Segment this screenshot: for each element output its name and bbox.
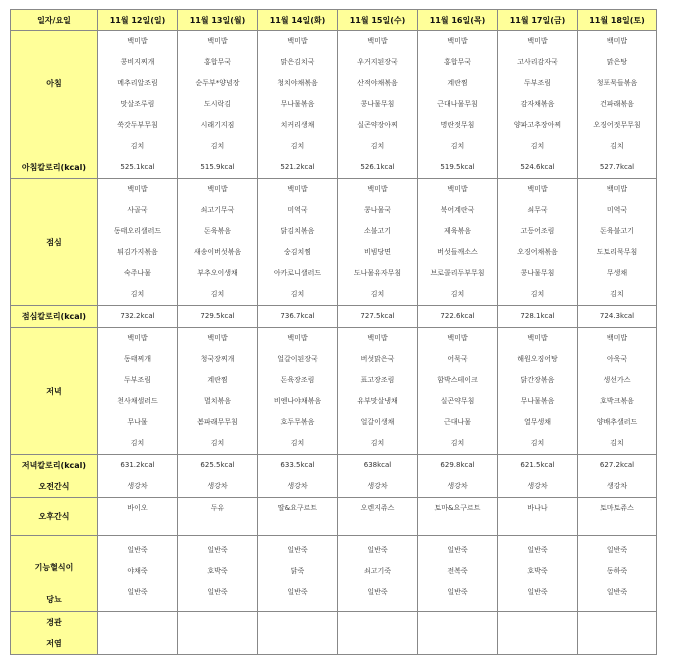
breakfast-calorie-value: 519.5kcal xyxy=(440,163,475,171)
menu-item: 돈육장조림 xyxy=(280,376,315,384)
menu-item: 오징어젓무무침 xyxy=(593,121,641,129)
menu-item: 도토리묵무침 xyxy=(596,248,638,256)
functional-diet-cell xyxy=(258,536,338,612)
tube-feeding-cell xyxy=(578,612,657,655)
menu-item: 치커리생채 xyxy=(280,121,315,129)
menu-item: 북어계란국 xyxy=(440,206,475,214)
menu-item: 콩비지찌개 xyxy=(120,58,155,66)
menu-item: 계란찜 xyxy=(447,79,468,87)
tube-feeding-row xyxy=(11,612,657,655)
afternoon-snack-cell: 딸&요구르트 xyxy=(258,498,338,536)
menu-item: 백미밥 xyxy=(367,334,388,342)
dinner-calorie-value: 627.2kcal xyxy=(599,461,635,469)
porridge-item: 일반죽 xyxy=(606,588,628,596)
breakfast-calorie-value: 524.6kcal xyxy=(520,163,555,171)
lunch-cell xyxy=(578,179,657,306)
porridge-item: 전복죽 xyxy=(447,567,468,575)
afternoon-snack-cell: 오렌지쥬스 xyxy=(338,498,418,536)
porridge-item: 일반죽 xyxy=(447,588,468,596)
afternoon-snack-cell: 바이오 xyxy=(98,498,178,536)
menu-item: 근대나물무침 xyxy=(437,100,478,108)
menu-item: 버섯들깨소스 xyxy=(437,248,478,256)
tube-feeding-cell xyxy=(498,612,578,655)
lunch-cell xyxy=(418,179,498,306)
lunch-calorie-label: 점심칼로리(kcal) xyxy=(11,306,98,328)
day-header: 11월 15일(수) xyxy=(338,10,418,31)
menu-item: 멸치볶음 xyxy=(203,397,232,405)
menu-item: 백미밥 xyxy=(207,185,228,193)
menu-item: 비빔당면 xyxy=(363,248,392,256)
dinner-calorie-snack-cell xyxy=(258,455,338,498)
menu-item: 우거지된장국 xyxy=(357,58,398,66)
breakfast-calorie-value: 526.1kcal xyxy=(360,163,395,171)
dinner-calorie-morning-snack-label-cell xyxy=(11,455,98,498)
afternoon-snack-row xyxy=(11,498,657,536)
menu-item: 아카로니샐러드 xyxy=(273,269,322,277)
dinner-calorie-snack-cell xyxy=(338,455,418,498)
lunch-calorie-cell: 724.3kcal xyxy=(578,306,657,328)
menu-item: 백미밥 xyxy=(447,37,468,45)
lunch-calorie-cell: 727.5kcal xyxy=(338,306,418,328)
menu-item: 백미밥 xyxy=(287,334,308,342)
menu-item: 백미밥 xyxy=(606,185,628,193)
menu-item: 김치 xyxy=(450,290,465,298)
menu-item: 아욱국 xyxy=(606,355,628,363)
morning-snack-value: 생강차 xyxy=(367,482,388,490)
menu-item: 고사리감자국 xyxy=(517,58,558,66)
breakfast-calorie-value: 521.2kcal xyxy=(280,163,315,171)
menu-item: 김치 xyxy=(450,142,465,150)
menu-item: 두부조림 xyxy=(123,376,152,384)
menu-item: 김치 xyxy=(370,290,385,298)
menu-item: 김치 xyxy=(530,290,545,298)
porridge-item: 일반죽 xyxy=(367,588,388,596)
menu-item: 숙주나물 xyxy=(123,269,152,277)
breakfast-cell xyxy=(98,31,178,179)
morning-snack-value: 생강차 xyxy=(287,482,308,490)
menu-item: 도시락김 xyxy=(203,100,232,108)
menu-item: 메추리알조림 xyxy=(117,79,158,87)
menu-item: 김치 xyxy=(130,439,145,447)
menu-item: 미역국 xyxy=(287,206,308,214)
afternoon-snack-cell: 두유 xyxy=(178,498,258,536)
porridge-item: 일반죽 xyxy=(447,546,468,554)
menu-item: 백미밥 xyxy=(207,37,228,45)
functional-diet-cell xyxy=(178,536,258,612)
menu-item: 백미밥 xyxy=(447,334,468,342)
menu-item: 김치 xyxy=(130,142,145,150)
menu-item: 감자채볶음 xyxy=(520,100,555,108)
menu-item: 시래기지짐 xyxy=(200,121,235,129)
menu-item: 김치 xyxy=(210,439,225,447)
day-header: 11월 18일(토) xyxy=(578,10,657,31)
menu-item: 김치 xyxy=(530,142,545,150)
menu-item: 해원오징어탕 xyxy=(517,355,558,363)
menu-item: 청치야채볶음 xyxy=(277,79,318,87)
tube-feeding-cell xyxy=(98,612,178,655)
functional-diet-cell xyxy=(338,536,418,612)
dinner-calorie-snack-cell xyxy=(98,455,178,498)
menu-item: 생선가스 xyxy=(603,376,631,384)
menu-item: 백미밥 xyxy=(447,185,468,193)
menu-item: 닭김치볶음 xyxy=(280,227,315,235)
porridge-item: 동하죽 xyxy=(606,567,628,575)
lunch-calorie-row xyxy=(11,306,657,328)
menu-item: 맑은탕 xyxy=(606,58,628,66)
menu-item: 백미밥 xyxy=(287,185,308,193)
dinner-calorie-snack-cell xyxy=(178,455,258,498)
dinner-cell xyxy=(338,328,418,455)
dinner-cell xyxy=(418,328,498,455)
menu-item: 실곤약장아찌 xyxy=(357,121,398,129)
functional-diet-cell xyxy=(578,536,657,612)
menu-item: 백미밥 xyxy=(527,37,548,45)
dinner-calorie-value: 631.2kcal xyxy=(120,461,155,469)
lunch-row xyxy=(11,179,657,306)
breakfast-label-cell xyxy=(11,31,98,179)
menu-item: 닭간장볶음 xyxy=(520,376,555,384)
dinner-calorie-value: 621.5kcal xyxy=(520,461,555,469)
menu-item: 김치 xyxy=(450,439,465,447)
menu-item: 김치 xyxy=(290,290,305,298)
menu-item: 청포묵들볶음 xyxy=(596,79,638,87)
breakfast-label: 아침 xyxy=(46,79,62,88)
menu-item: 표고장조림 xyxy=(360,376,395,384)
menu-item: 사골국 xyxy=(127,206,148,214)
porridge-item: 야채죽 xyxy=(127,567,148,575)
menu-item: 오징어채볶음 xyxy=(517,248,558,256)
menu-item: 김치 xyxy=(530,439,545,447)
menu-item: 호박크볶음 xyxy=(600,397,634,405)
menu-item: 소불고기 xyxy=(363,227,392,235)
menu-item: 어묵국 xyxy=(447,355,468,363)
menu-item: 김치 xyxy=(290,142,305,150)
lunch-calorie-cell: 732.2kcal xyxy=(98,306,178,328)
menu-item: 백미밥 xyxy=(127,334,148,342)
dinner-cell xyxy=(578,328,657,455)
menu-item: 백미밥 xyxy=(606,334,628,342)
morning-snack-value: 생강차 xyxy=(527,482,548,490)
menu-item: 숭김치찜 xyxy=(283,248,312,256)
menu-item: 양배추샐러드 xyxy=(596,418,638,426)
menu-item: 김치 xyxy=(610,439,624,447)
lunch-calorie-cell: 736.7kcal xyxy=(258,306,338,328)
morning-snack-value: 생강차 xyxy=(207,482,228,490)
menu-item: 쑥갓두부무침 xyxy=(117,121,158,129)
dinner-calorie-morning-snack-row xyxy=(11,455,657,498)
weekly-menu-table xyxy=(10,9,657,655)
menu-item: 김치 xyxy=(210,142,225,150)
menu-item: 계란찜 xyxy=(207,376,228,384)
menu-item: 호두무볶음 xyxy=(280,418,315,426)
low-sodium-label: 저염 xyxy=(46,639,62,648)
menu-item: 함박스테이크 xyxy=(437,376,478,384)
breakfast-calorie-value: 525.1kcal xyxy=(120,163,155,171)
dinner-calorie-value: 638kcal xyxy=(363,461,392,469)
day-header: 11월 17일(금) xyxy=(498,10,578,31)
menu-item: 얼갈이된장국 xyxy=(277,355,318,363)
lunch-label: 점심 xyxy=(11,179,98,306)
afternoon-snack-cell: 바나나 xyxy=(498,498,578,536)
porridge-item: 닭죽 xyxy=(290,567,305,575)
menu-item: 백미밥 xyxy=(127,185,148,193)
menu-item: 홍합무국 xyxy=(443,58,472,66)
tube-feeding-cell xyxy=(178,612,258,655)
tube-feeding-label: 경관 xyxy=(46,618,62,627)
porridge-item: 일반죽 xyxy=(207,546,228,554)
menu-item: 콩나물국 xyxy=(363,206,392,214)
menu-item: 동태찌개 xyxy=(123,355,152,363)
morning-snack-value: 생강차 xyxy=(127,482,148,490)
dinner-cell xyxy=(98,328,178,455)
menu-item: 얼갈이생채 xyxy=(360,418,395,426)
menu-item: 천사채샐러드 xyxy=(117,397,158,405)
functional-diet-row xyxy=(11,536,657,612)
menu-item: 김치 xyxy=(610,290,624,298)
menu-item: 유부맛살냉채 xyxy=(357,397,398,405)
dinner-cell xyxy=(498,328,578,455)
menu-item: 백미밥 xyxy=(207,334,228,342)
porridge-item: 일반죽 xyxy=(127,588,148,596)
menu-item: 새송이버섯볶음 xyxy=(193,248,242,256)
menu-item: 산적야채볶음 xyxy=(357,79,398,87)
porridge-item: 일반죽 xyxy=(287,546,308,554)
header-row xyxy=(11,10,657,31)
dinner-calorie-snack-cell xyxy=(418,455,498,498)
day-header: 11월 16일(목) xyxy=(418,10,498,31)
menu-item: 백미밥 xyxy=(527,185,548,193)
menu-item: 김치 xyxy=(210,290,225,298)
breakfast-cell xyxy=(338,31,418,179)
menu-item: 도나물유자무침 xyxy=(353,269,402,277)
menu-item: 무나물볶음 xyxy=(520,397,555,405)
menu-item: 고등어조림 xyxy=(520,227,555,235)
menu-item: 쇠고기무국 xyxy=(200,206,235,214)
menu-item: 콩나물무침 xyxy=(520,269,555,277)
breakfast-cell xyxy=(258,31,338,179)
functional-diet-cell xyxy=(498,536,578,612)
dinner-calorie-snack-cell xyxy=(498,455,578,498)
menu-item: 동태오리샐러드 xyxy=(113,227,162,235)
menu-item: 명란젓무침 xyxy=(440,121,475,129)
breakfast-calorie-label: 아침칼로리(kcal) xyxy=(21,163,87,172)
menu-item: 부추오이생채 xyxy=(197,269,238,277)
menu-item: 비엔나야채볶음 xyxy=(273,397,322,405)
day-header: 11월 14일(화) xyxy=(258,10,338,31)
menu-item: 김치 xyxy=(370,439,385,447)
menu-item: 백미밥 xyxy=(127,37,148,45)
morning-snack-value: 생강차 xyxy=(606,482,628,490)
menu-item: 근대나물 xyxy=(443,418,472,426)
tube-feeding-cell xyxy=(258,612,338,655)
menu-item: 백미밥 xyxy=(527,334,548,342)
lunch-calorie-cell: 722.6kcal xyxy=(418,306,498,328)
breakfast-row xyxy=(11,31,657,179)
porridge-item: 일반죽 xyxy=(527,546,548,554)
menu-item: 김치 xyxy=(370,142,385,150)
breakfast-calorie-value: 527.7kcal xyxy=(599,163,635,171)
menu-item: 무나물 xyxy=(127,418,148,426)
afternoon-snack-cell: 토마&요구르트 xyxy=(418,498,498,536)
menu-item: 브로콜리두부무침 xyxy=(430,269,485,277)
tube-feeding-label-cell xyxy=(11,612,98,655)
menu-item: 양파고추장아찌 xyxy=(513,121,562,129)
dinner-label: 저녁 xyxy=(11,328,98,455)
dinner-calorie-value: 625.5kcal xyxy=(200,461,235,469)
menu-item: 콩나물무침 xyxy=(360,100,395,108)
dinner-calorie-snack-cell xyxy=(578,455,657,498)
breakfast-cell xyxy=(498,31,578,179)
breakfast-cell xyxy=(418,31,498,179)
morning-snack-label: 오전간식 xyxy=(38,482,70,491)
dinner-cell xyxy=(258,328,338,455)
menu-item: 돈육볶음 xyxy=(203,227,232,235)
menu-item: 버섯맑은국 xyxy=(360,355,395,363)
day-header: 11월 13일(월) xyxy=(178,10,258,31)
day-header: 11월 12일(일) xyxy=(98,10,178,31)
porridge-item: 일반죽 xyxy=(127,546,148,554)
menu-item: 홍합무국 xyxy=(203,58,232,66)
lunch-cell xyxy=(98,179,178,306)
afternoon-snack-label: 오후간식 xyxy=(11,498,98,536)
menu-item: 봄파래무무침 xyxy=(197,418,238,426)
breakfast-calorie-value: 515.9kcal xyxy=(200,163,235,171)
menu-item: 김치 xyxy=(290,439,305,447)
menu-item: 돈육불고기 xyxy=(600,227,634,235)
menu-item: 건파래볶음 xyxy=(600,100,634,108)
dinner-calorie-value: 629.8kcal xyxy=(440,461,475,469)
morning-snack-value: 생강차 xyxy=(447,482,468,490)
menu-item: 백미밥 xyxy=(367,185,388,193)
functional-diet-label: 기능혈식이 xyxy=(34,563,74,572)
tube-feeding-cell xyxy=(418,612,498,655)
lunch-cell xyxy=(498,179,578,306)
afternoon-snack-cell: 토마토쥬스 xyxy=(578,498,657,536)
dinner-calorie-label: 저녁칼로리(kcal) xyxy=(21,461,87,470)
functional-diet-cell xyxy=(418,536,498,612)
menu-item: 무나물볶음 xyxy=(280,100,315,108)
menu-item: 실곤약무침 xyxy=(440,397,475,405)
porridge-item: 일반죽 xyxy=(367,546,388,554)
dinner-calorie-value: 633.5kcal xyxy=(280,461,315,469)
menu-item: 백미밥 xyxy=(606,37,628,45)
lunch-cell xyxy=(338,179,418,306)
porridge-item: 호박죽 xyxy=(527,567,548,575)
dinner-cell xyxy=(178,328,258,455)
diabetes-label: 당뇨 xyxy=(46,595,62,604)
lunch-cell xyxy=(178,179,258,306)
lunch-calorie-cell: 728.1kcal xyxy=(498,306,578,328)
breakfast-cell xyxy=(178,31,258,179)
lunch-calorie-cell: 729.5kcal xyxy=(178,306,258,328)
menu-item: 맛살조루림 xyxy=(120,100,155,108)
menu-item: 쇠무국 xyxy=(527,206,548,214)
porridge-item: 호박죽 xyxy=(207,567,228,575)
menu-item: 김치 xyxy=(130,290,145,298)
porridge-item: 일반죽 xyxy=(527,588,548,596)
menu-item: 무생채 xyxy=(606,269,628,277)
lunch-cell xyxy=(258,179,338,306)
menu-item: 튀김가지볶음 xyxy=(117,248,158,256)
porridge-item: 쇠고기죽 xyxy=(363,567,392,575)
functional-diet-cell xyxy=(98,536,178,612)
porridge-item: 일반죽 xyxy=(207,588,228,596)
dinner-row xyxy=(11,328,657,455)
porridge-item: 일반죽 xyxy=(287,588,308,596)
menu-item: 순두부*양념장 xyxy=(195,79,240,87)
date-weekday-header: 일자/요일 xyxy=(11,10,98,31)
menu-item: 김치 xyxy=(610,142,624,150)
functional-diet-label-cell xyxy=(11,536,98,612)
menu-item: 열무생채 xyxy=(523,418,552,426)
breakfast-cell xyxy=(578,31,657,179)
menu-item: 청국장찌개 xyxy=(200,355,235,363)
menu-item: 두부조림 xyxy=(523,79,552,87)
tube-feeding-cell xyxy=(338,612,418,655)
menu-item: 백미밥 xyxy=(367,37,388,45)
menu-item: 백미밥 xyxy=(287,37,308,45)
menu-item: 제육볶음 xyxy=(443,227,472,235)
menu-item: 맑은김치국 xyxy=(280,58,315,66)
menu-item: 미역국 xyxy=(606,206,628,214)
porridge-item: 일반죽 xyxy=(606,546,628,554)
